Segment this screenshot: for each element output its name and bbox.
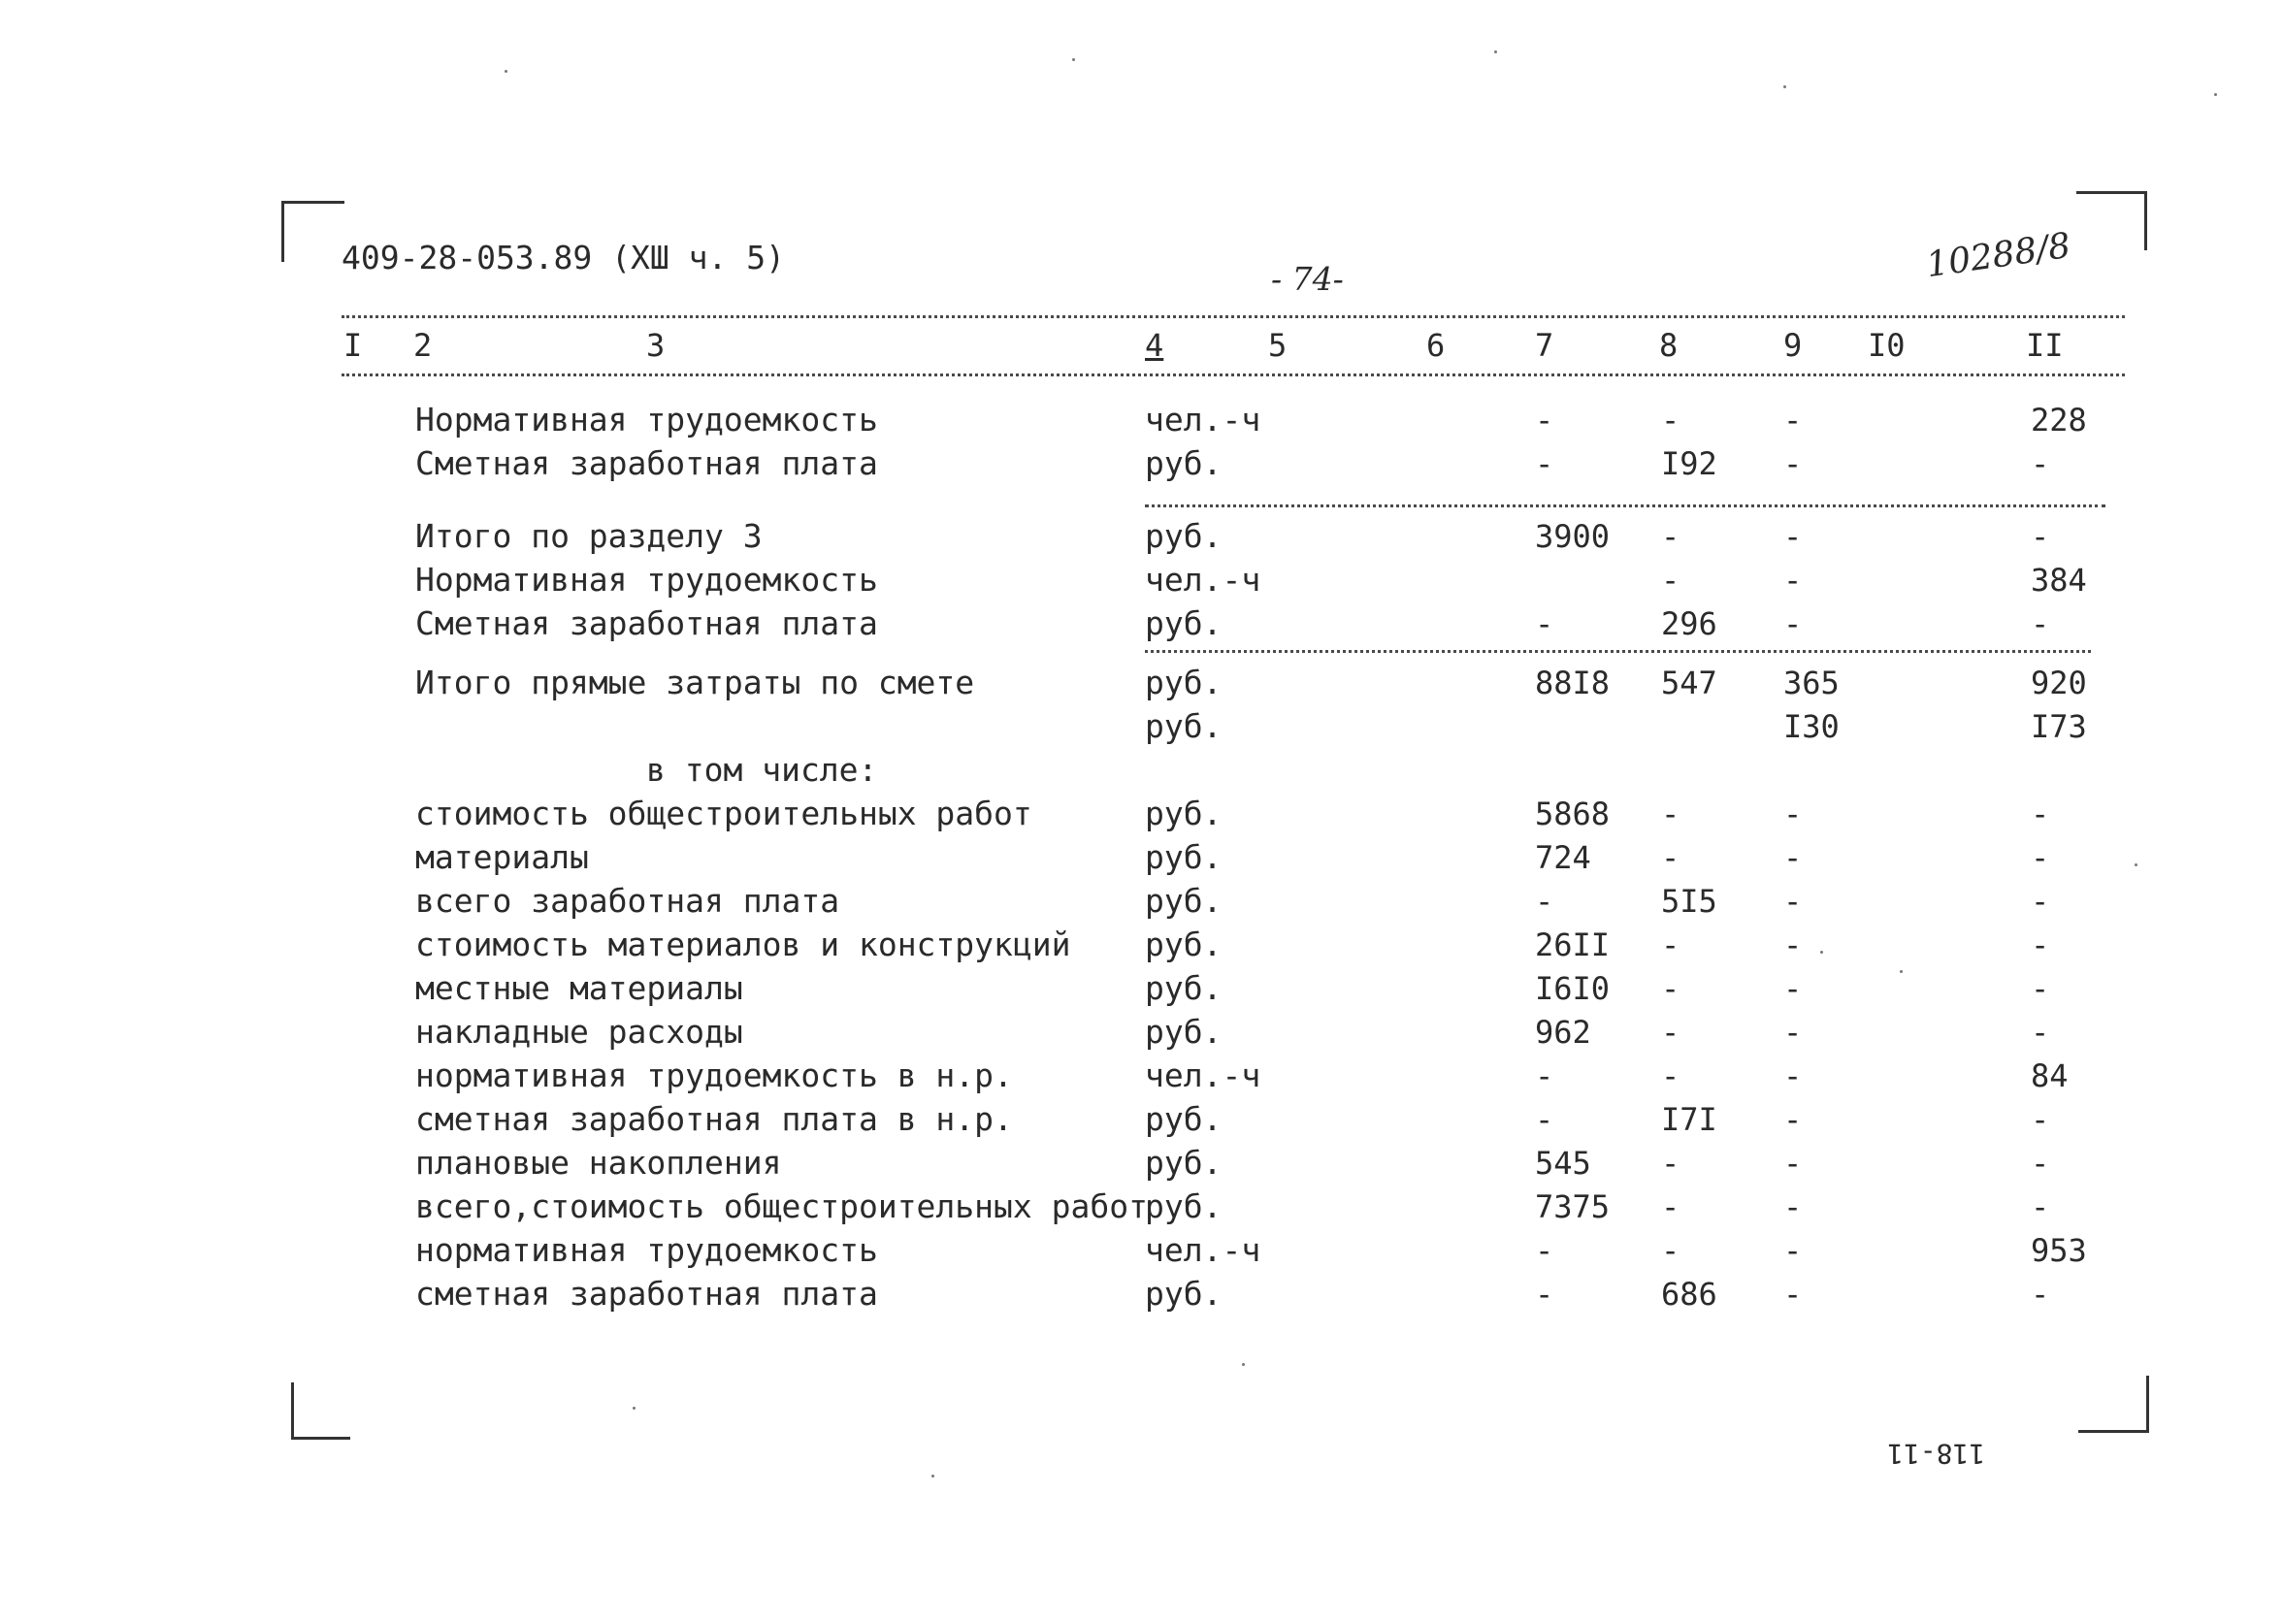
row-col7-value: - xyxy=(1535,1276,1554,1313)
row-col9-value: - xyxy=(1783,518,1803,555)
column-header-3: 3 xyxy=(646,327,666,364)
row-col8-value: - xyxy=(1661,970,1680,1007)
row-col8-value: I92 xyxy=(1661,445,1717,482)
corner-mark-bottom-left xyxy=(291,1382,350,1440)
row-label: Сметная заработная плата xyxy=(415,444,878,482)
row-label: нормативная трудоемкость xyxy=(415,1231,878,1269)
row-col9-value: - xyxy=(1783,562,1803,599)
column-header-6: 6 xyxy=(1426,327,1446,364)
row-col7-value: 962 xyxy=(1535,1014,1591,1051)
row-col9-value: - xyxy=(1783,839,1803,876)
row-unit: руб. xyxy=(1145,604,1223,642)
row-col8-value: - xyxy=(1661,1057,1680,1094)
row-col8-value: - xyxy=(1661,1014,1680,1051)
row-col11-value: - xyxy=(2031,883,2050,920)
scan-speck xyxy=(1242,1363,1245,1366)
row-col11-value: - xyxy=(2031,926,2050,963)
row-label: Сметная заработная плата xyxy=(415,604,878,642)
row-unit: руб. xyxy=(1145,882,1223,920)
row-col11-value: - xyxy=(2031,1014,2050,1051)
row-col9-value: - xyxy=(1783,445,1803,482)
row-col7-value: - xyxy=(1535,1101,1554,1138)
row-unit: руб. xyxy=(1145,444,1223,482)
row-label: сметная заработная плата в н.р. xyxy=(415,1100,1013,1138)
row-col9-value: - xyxy=(1783,1276,1803,1313)
row-col9-value: - xyxy=(1783,970,1803,1007)
row-col11-value: 920 xyxy=(2031,665,2087,701)
row-col9-value: - xyxy=(1783,605,1803,642)
row-col11-value: - xyxy=(2031,1101,2050,1138)
row-label: Итого по разделу 3 xyxy=(415,517,763,555)
row-col9-value: - xyxy=(1783,1057,1803,1094)
scan-speck xyxy=(1783,85,1786,88)
row-col7-value: - xyxy=(1535,445,1554,482)
scan-speck xyxy=(1900,970,1903,973)
scan-speck xyxy=(1820,951,1823,954)
row-unit: чел.-ч xyxy=(1145,1231,1261,1269)
row-col7-value: 5868 xyxy=(1535,796,1611,832)
row-label: стоимость общестроительных работ xyxy=(415,795,1032,832)
column-header-7: 7 xyxy=(1535,327,1554,364)
row-col11-value: I73 xyxy=(2031,708,2087,745)
row-col11-value: - xyxy=(2031,1276,2050,1313)
row-col11-value: - xyxy=(2031,970,2050,1007)
row-unit: руб. xyxy=(1145,1275,1223,1313)
row-col8-value: - xyxy=(1661,1145,1680,1182)
scan-speck xyxy=(633,1407,636,1410)
row-col7-value: - xyxy=(1535,1232,1554,1269)
document-code: 409-28-053.89 (ХШ ч. 5) xyxy=(342,239,785,276)
row-label: Нормативная трудоемкость xyxy=(415,561,878,599)
row-col7-value: 3900 xyxy=(1535,518,1611,555)
row-label: сметная заработная плата xyxy=(415,1275,878,1313)
corner-mark-top-left xyxy=(281,201,344,262)
row-col9-value: I30 xyxy=(1783,708,1840,745)
row-label: плановые накопления xyxy=(415,1144,782,1182)
row-col8-value: - xyxy=(1661,562,1680,599)
row-col11-value: 84 xyxy=(2031,1057,2069,1094)
row-col11-value: - xyxy=(2031,1145,2050,1182)
row-unit: руб. xyxy=(1145,969,1223,1007)
corner-mark-bottom-right xyxy=(2078,1376,2149,1433)
column-header-9: 9 xyxy=(1783,327,1803,364)
row-col8-value: - xyxy=(1661,518,1680,555)
row-col9-value: - xyxy=(1783,1188,1803,1225)
row-unit: чел.-ч xyxy=(1145,1056,1261,1094)
row-unit: руб. xyxy=(1145,795,1223,832)
row-col8-value: - xyxy=(1661,1188,1680,1225)
row-unit: чел.-ч xyxy=(1145,561,1261,599)
row-col9-value: - xyxy=(1783,883,1803,920)
row-col8-value: 296 xyxy=(1661,605,1717,642)
row-col9-value: - xyxy=(1783,1101,1803,1138)
row-col8-value: - xyxy=(1661,839,1680,876)
row-col11-value: 953 xyxy=(2031,1232,2087,1269)
row-unit: руб. xyxy=(1145,707,1223,745)
row-col8-value: - xyxy=(1661,796,1680,832)
row-unit: руб. xyxy=(1145,1100,1223,1138)
scan-speck xyxy=(2214,93,2217,96)
scan-speck xyxy=(1494,50,1497,53)
row-col7-value: 7375 xyxy=(1535,1188,1611,1225)
row-label: в том числе: xyxy=(646,751,878,789)
scan-speck xyxy=(2135,863,2137,866)
row-label: Итого прямые затраты по смете xyxy=(415,664,975,701)
header-rule-bottom xyxy=(342,374,2125,376)
column-header-8: 8 xyxy=(1659,327,1679,364)
row-col8-value: 547 xyxy=(1661,665,1717,701)
row-col11-value: - xyxy=(2031,445,2050,482)
row-unit: руб. xyxy=(1145,838,1223,876)
column-header-5: 5 xyxy=(1268,327,1288,364)
corner-mark-top-right xyxy=(2076,191,2147,250)
row-col9-value: - xyxy=(1783,796,1803,832)
row-label: всего заработная плата xyxy=(415,882,840,920)
row-col7-value: I6I0 xyxy=(1535,970,1611,1007)
row-col8-value: - xyxy=(1661,1232,1680,1269)
column-header-4: 4 xyxy=(1145,327,1164,364)
row-unit: руб. xyxy=(1145,926,1223,963)
row-unit: руб. xyxy=(1145,1187,1223,1225)
row-col11-value: - xyxy=(2031,1188,2050,1225)
row-col11-value: 384 xyxy=(2031,562,2087,599)
footer-code: 118-11 xyxy=(1887,1438,1986,1470)
header-rule-top xyxy=(342,315,2125,318)
row-col7-value: 545 xyxy=(1535,1145,1591,1182)
row-unit: руб. xyxy=(1145,1144,1223,1182)
row-col7-value: 724 xyxy=(1535,839,1591,876)
row-unit: руб. xyxy=(1145,664,1223,701)
row-col11-value: 228 xyxy=(2031,402,2087,438)
column-header-1: I xyxy=(343,327,363,364)
row-col8-value: - xyxy=(1661,402,1680,438)
row-col7-value: - xyxy=(1535,605,1554,642)
row-col9-value: - xyxy=(1783,1145,1803,1182)
row-col11-value: - xyxy=(2031,605,2050,642)
row-unit: руб. xyxy=(1145,1013,1223,1051)
row-label: всего,стоимость общестроительных работ xyxy=(415,1187,1148,1225)
row-label: Нормативная трудоемкость xyxy=(415,401,878,438)
section-rule-2 xyxy=(1145,650,2091,653)
scan-speck xyxy=(505,70,507,73)
row-col11-value: - xyxy=(2031,839,2050,876)
row-label: стоимость материалов и конструкций xyxy=(415,926,1071,963)
column-header-11: II xyxy=(2026,327,2064,364)
scan-speck xyxy=(931,1475,934,1478)
row-label: материалы xyxy=(415,838,589,876)
row-unit: руб. xyxy=(1145,517,1223,555)
row-col8-value: 5I5 xyxy=(1661,883,1717,920)
row-label: нормативная трудоемкость в н.р. xyxy=(415,1056,1013,1094)
row-label: накладные расходы xyxy=(415,1013,743,1051)
column-header-10: I0 xyxy=(1868,327,1906,364)
row-col7-value: - xyxy=(1535,1057,1554,1094)
page-number: - 74- xyxy=(1271,260,1344,298)
scan-speck xyxy=(1072,58,1075,61)
row-col9-value: - xyxy=(1783,1232,1803,1269)
row-col9-value: 365 xyxy=(1783,665,1840,701)
row-col7-value: - xyxy=(1535,883,1554,920)
section-rule-1 xyxy=(1145,504,2105,507)
sheet-reference: 10288/8 xyxy=(1923,225,2073,286)
row-col7-value: 26II xyxy=(1535,926,1611,963)
row-col8-value: 686 xyxy=(1661,1276,1717,1313)
row-col11-value: - xyxy=(2031,518,2050,555)
row-col11-value: - xyxy=(2031,796,2050,832)
row-col8-value: - xyxy=(1661,926,1680,963)
row-col9-value: - xyxy=(1783,402,1803,438)
column-header-2: 2 xyxy=(413,327,433,364)
row-unit: чел.-ч xyxy=(1145,401,1261,438)
row-col8-value: I7I xyxy=(1661,1101,1717,1138)
row-label: местные материалы xyxy=(415,969,743,1007)
row-col7-value: 88I8 xyxy=(1535,665,1611,701)
row-col9-value: - xyxy=(1783,926,1803,963)
row-col9-value: - xyxy=(1783,1014,1803,1051)
row-col7-value: - xyxy=(1535,402,1554,438)
